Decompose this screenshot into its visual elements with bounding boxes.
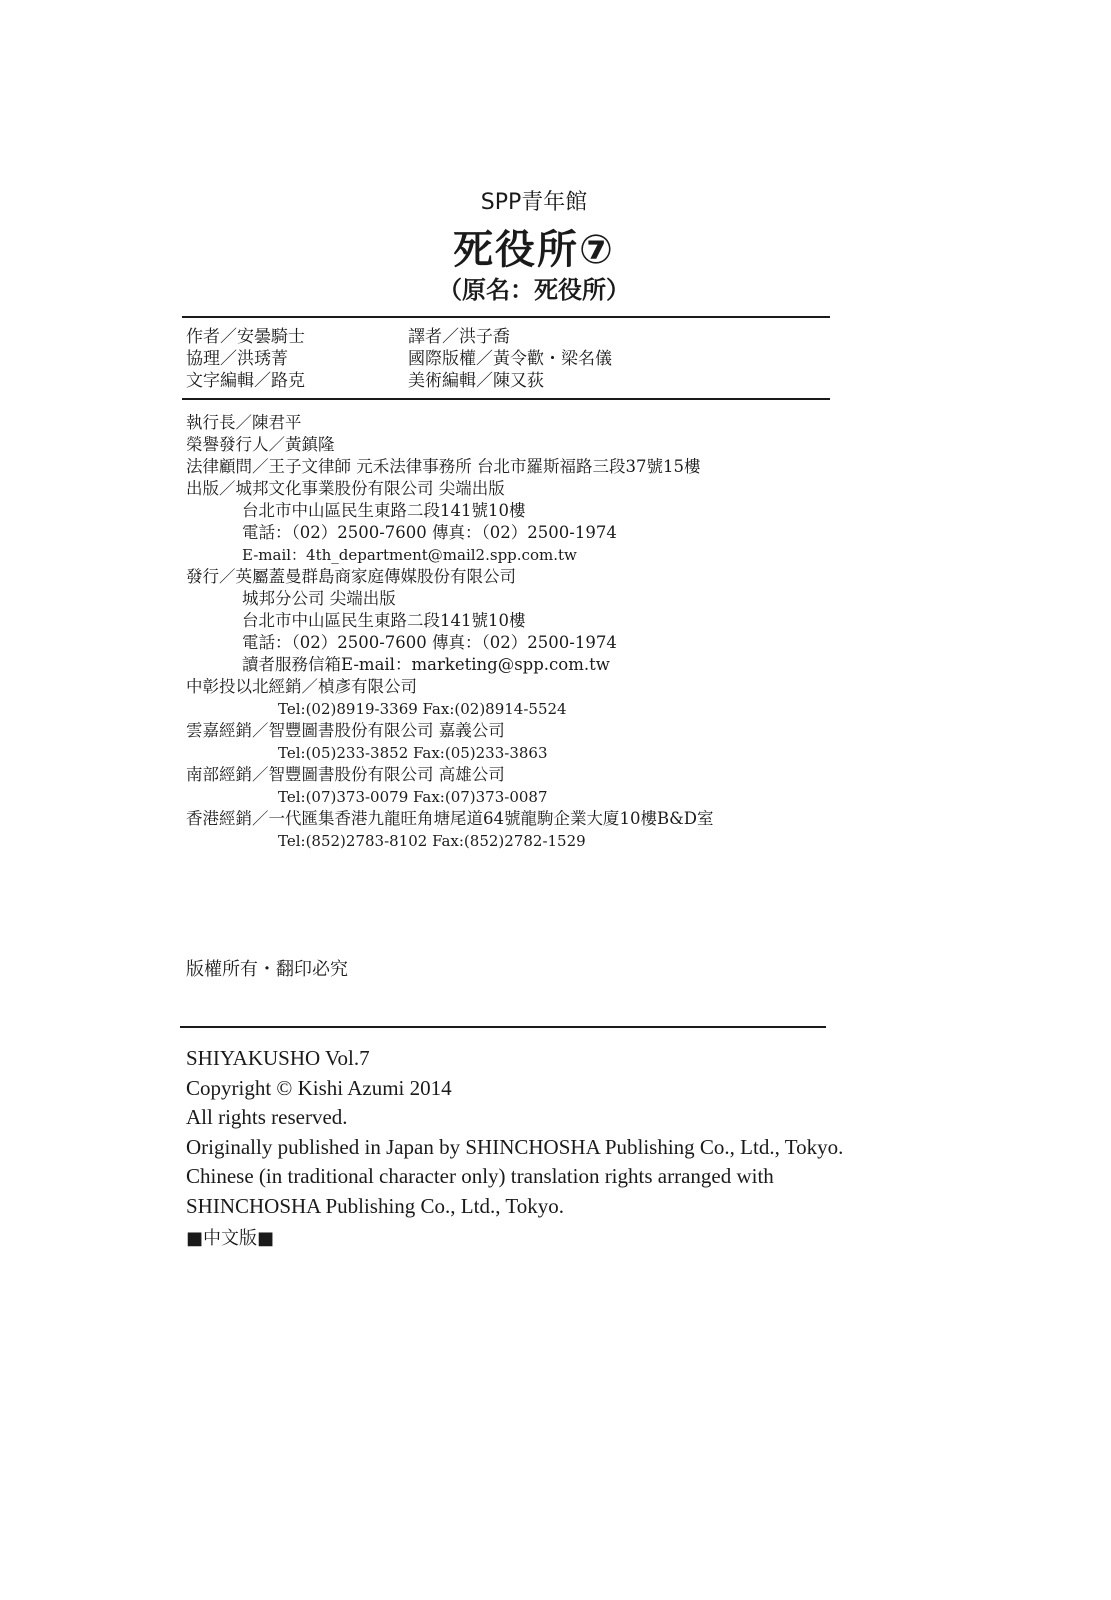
dealer-north-contact: Tel:(02)8919-3369 Fax:(02)8914-5524 — [278, 700, 567, 718]
distributor-phone: 電話：（02）2500-7600 傳真：（02）2500-1974 — [242, 633, 617, 652]
original-title: （原名：死役所） — [438, 276, 630, 304]
top-divider — [182, 316, 830, 318]
distributor-branch: 城邦分公司 尖端出版 — [242, 589, 396, 608]
credit-international-rights: 國際版權／黃令歡・梁名儀 — [408, 349, 612, 369]
distributor-address: 台北市中山區民生東路二段141號10樓 — [242, 611, 526, 630]
copyright-notice-chinese: 版權所有・翻印必究 — [186, 959, 348, 980]
credit-assistant-manager: 協理／洪琇菁 — [186, 349, 288, 369]
dealer-north: 中彰投以北經銷／楨彥有限公司 — [186, 677, 417, 696]
dealer-chiayi: 雲嘉經銷／智豐圖書股份有限公司 嘉義公司 — [186, 721, 505, 740]
staff-ceo: 執行長／陳君平 — [186, 413, 302, 432]
english-title: SHIYAKUSHO Vol.7 — [186, 1046, 370, 1070]
bottom-divider — [180, 1026, 826, 1028]
staff-legal-counsel: 法律顧問／王子文律師 元禾法律事務所 台北市羅斯福路三段37號15樓 — [186, 457, 701, 476]
credit-art-editor: 美術編輯／陳又荻 — [408, 371, 544, 391]
dealer-chiayi-contact: Tel:(05)233-3852 Fax:(05)233-3863 — [278, 744, 548, 762]
book-title: 死役所⑦ — [453, 227, 615, 273]
credit-author: 作者／安曇騎士 — [186, 327, 305, 347]
credit-translator: 譯者／洪子喬 — [408, 327, 510, 347]
english-original-publisher: Originally published in Japan by SHINCHOSHA Publishing Co., Ltd., Tokyo. — [186, 1134, 844, 1159]
english-copyright-block — [186, 1044, 843, 1221]
publisher-phone: 電話：（02）2500-7600 傳真：（02）2500-1974 — [242, 523, 617, 542]
series-name: SPP青年館 — [480, 190, 588, 215]
credits-left-column — [186, 326, 305, 392]
chinese-edition-label: ■中文版■ — [186, 1228, 275, 1249]
credit-text-editor: 文字編輯／路克 — [186, 371, 305, 391]
dealer-south-contact: Tel:(07)373-0079 Fax:(07)373-0087 — [278, 788, 548, 806]
distributor-line: 發行／英屬蓋曼群島商家庭傳媒股份有限公司 — [186, 567, 516, 586]
publisher-address: 台北市中山區民生東路二段141號10樓 — [242, 501, 526, 520]
publisher-email: E-mail：4th_department@mail2.spp.com.tw — [242, 546, 577, 564]
dealer-hongkong-contact: Tel:(852)2783-8102 Fax:(852)2782-1529 — [278, 832, 586, 850]
dealer-hongkong: 香港經銷／一代匯集香港九龍旺角塘尾道64號龍駒企業大廈10樓B&D室 — [186, 809, 714, 828]
reader-service-email: 讀者服務信箱E-mail：marketing@spp.com.tw — [242, 655, 610, 674]
publisher-line: 出版／城邦文化事業股份有限公司 尖端出版 — [186, 479, 505, 498]
middle-divider — [182, 398, 830, 400]
publisher-info — [186, 412, 714, 852]
english-rights-reserved: All rights reserved. — [186, 1105, 348, 1129]
english-publisher-name: SHINCHOSHA Publishing Co., Ltd., Tokyo. — [186, 1193, 564, 1218]
credits-right-column — [408, 326, 612, 392]
dealer-south: 南部經銷／智豐圖書股份有限公司 高雄公司 — [186, 765, 505, 784]
english-copyright: Copyright © Kishi Azumi 2014 — [186, 1075, 452, 1100]
english-translation-rights: Chinese (in traditional character only) translation rights arranged with — [186, 1164, 774, 1188]
staff-honorary-publisher: 榮譽發行人／黃鎮隆 — [186, 435, 335, 454]
